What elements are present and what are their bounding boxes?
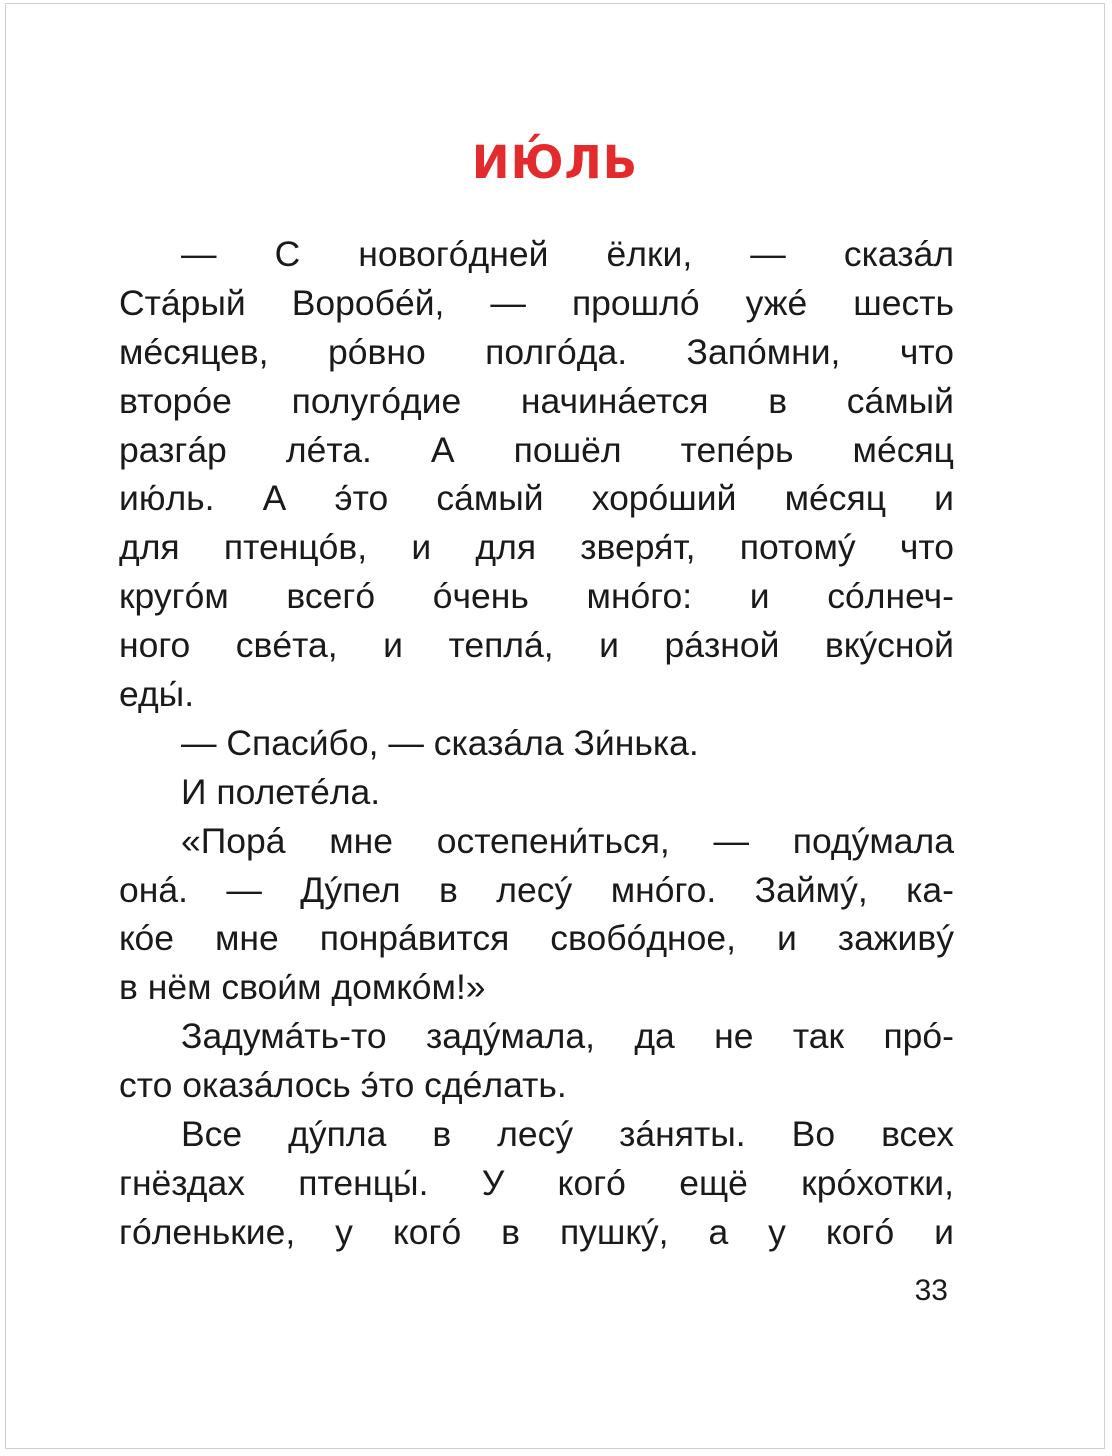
paragraph (119, 768, 954, 817)
text-line: Задумáть-то задýмала, да не так прó- (181, 1016, 954, 1057)
text-line: мéсяцев, рóвно полгóда. Запóмни, что (119, 331, 954, 372)
text-line: — Спаси́бо, — сказáла Зи́нька. (181, 722, 699, 763)
text-line: гóленькие, у когó в пушкý, а у когó и (119, 1211, 954, 1252)
text-line: разгáр лéта. А пошёл тепéрь мéсяц (119, 429, 954, 470)
page-number: 33 (914, 1274, 948, 1307)
paragraph (119, 1110, 954, 1257)
chapter-title: ИЮ́ЛЬ (471, 136, 639, 189)
text-line: вторóе полугóдие начинáется в сáмый (119, 380, 954, 421)
text-line: И полетéла. (181, 771, 381, 812)
text-line: «Порá мне остепени́ться, — подýмала (181, 820, 954, 861)
text-line: гнёздах птенцы́. У когó ещё крóхотки, (119, 1162, 954, 1203)
paragraph (119, 817, 954, 1013)
text-line: кругóм всегó óчень мнóго: и сóлнеч- (119, 576, 954, 617)
text-line: еды́. (119, 674, 195, 715)
paragraph (119, 1012, 954, 1110)
text-line: Стáрый Воробéй, — прошлó ужé шесть (119, 282, 954, 323)
text-line: для птенцóв, и для зверя́т, потомý что (119, 527, 954, 568)
text-line: кóе мне понрáвится свобóдное, и заживý (119, 918, 954, 959)
body-text (119, 230, 954, 1257)
text-line: ного свéта, и теплá, и рáзной вкýсной (119, 625, 954, 666)
text-line: в нём свои́м домкóм!» (119, 967, 486, 1008)
paragraph (119, 230, 954, 719)
text-line: ию́ль. А э́то сáмый хорóший мéсяц и (119, 478, 954, 519)
paragraph (119, 719, 954, 768)
text-line: Все дýпла в лесý зáняты. Во всех (181, 1114, 954, 1155)
text-line: — С новогóдней ёлки, — сказáл (181, 234, 954, 274)
text-line: онá. — Дýпел в лесý мнóго. Займý, ка- (119, 869, 954, 910)
text-line: сто оказáлось э́то сдéлать. (119, 1065, 567, 1106)
book-page (5, 3, 1105, 1449)
